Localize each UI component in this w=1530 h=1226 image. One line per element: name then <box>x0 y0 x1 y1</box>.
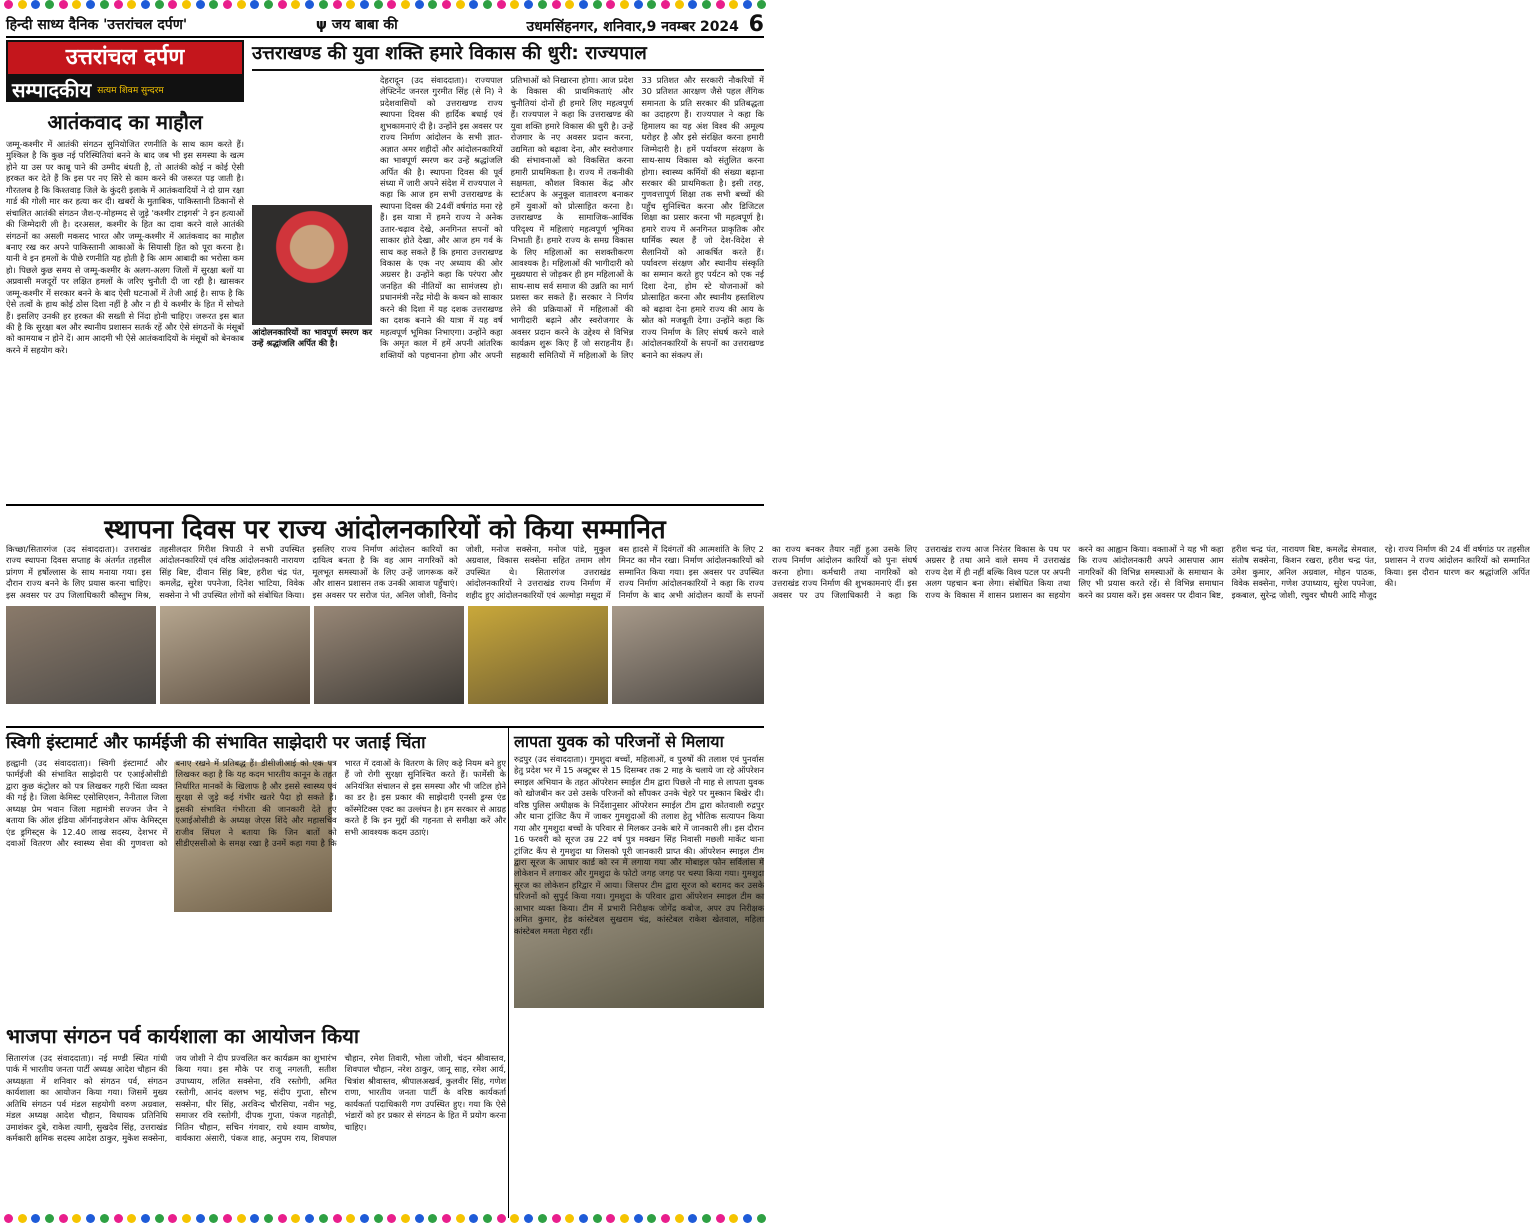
editorial-label: सम्पादकीय <box>12 77 92 102</box>
editorial-editor: सत्यम शिवम सुन्दरम <box>97 85 164 96</box>
color-dot <box>86 1214 95 1223</box>
color-dot <box>620 0 629 9</box>
governor-photo <box>252 205 372 325</box>
column-rule <box>508 728 509 1218</box>
color-dot <box>209 1214 218 1223</box>
editorial-headline: आतंकवाद का माहौल <box>47 110 203 134</box>
color-dot <box>634 1214 643 1223</box>
color-dot <box>510 1214 519 1223</box>
color-dot <box>565 0 574 9</box>
color-dot <box>168 1214 177 1223</box>
color-dot <box>45 0 54 9</box>
color-dot <box>702 1214 711 1223</box>
missing-person-story <box>514 728 764 1218</box>
color-dot <box>319 1214 328 1223</box>
governor-headline: उत्तराखण्ड की युवा शक्ति हमारे विकास की धुरी: राज्यपाल <box>252 40 764 71</box>
color-dot <box>374 0 383 9</box>
governor-body: देहरादून (उद संवाददाता)। राज्यपाल लेफ्टिनेंट जनरल गुरमीत सिंह (से नि) ने प्रदेशवासियों को उत्तराखण्ड राज्य स्थापना दिवस की हार्दिक बधाई एवं शुभकामनाएं दी है। उन्होंने इस अवसर पर राज्य निर्माण आंदोलन के सभी ज्ञात-अज्ञात अमर शहीदों और आंदोलनकारियों का भावपूर्ण स्मरण कर उन्हें श्रद्धांजलि अर्पित की है। स्थापना दिवस की पूर्व संध्या में जारी अपने संदेश में राज्यपाल ने कहा कि आज हम सभी उत्तराखण्ड के स्थापना दिवस की 24वीं वर्षगांठ मना रहे हैं। इस यात्रा में हमने राज्य ने अनेक उतार-चढ़ाव देखे, अनगिनत सपनों को साकार होते देखा, और आज हम गर्व के साथ कह सकते हैं कि हमारा उत्तराखण्ड विकास के एक नए अध्याय की ओर अग्रसर है। उन्होंने कहा कि परंपरा और जनहित की नीतियों का सामंजस्य हो। प्रधानमंत्री नरेंद्र मोदी के कथन को साकार करने की दिशा में यह दशक उत्तराखण्ड का दशक बनाने की यात्रा में यह वर्ष महत्वपूर्ण भूमिका निभाएगा। उन्होंने कहा कि अमृत काल में हमें अपनी आंतरिक शक्तियों को पहचानना होगा और अपनी प्रतिभाओं को निखारना होगा। आज प्रदेश के विकास की प्राथमिकताएं और चुनौतियां दोनों ही हमारे लिए महत्वपूर्ण हैं। राज्यपाल ने कहा कि उत्तराखण्ड की युवा शक्ति हमारे विकास की धुरी है। उन्हें रोजगार के नए अवसर प्रदान करना, उद्यमिता को बढ़ावा देना, और स्वरोजगार की संभावनाओं को विकसित करना हमारी प्राथमिकता है। राज्य में तकनीकी सक्षमता, कौशल विकास केंद्र और स्टार्टअप के अनुकूल वातावरण बनाकर हमें युवाओं को प्रोत्साहित करना है। उत्तराखण्ड के सामाजिक-आर्थिक परिदृश्य में महिलाएं महत्वपूर्ण भूमिका निभाती हैं। हमारे राज्य के समग्र विकास के लिए महिलाओं का सशक्तीकरण आवश्यक है। महिलाओं की भागीदारी को मुख्यधारा से जोड़कर ही हम महिलाओं के साथ-साथ सर्व समाज की उन्नति का मार्ग प्रशस्त कर सकते हैं। सरकार ने निर्णय लेने की प्रक्रियाओं में महिलाओं की भागीदारी बढ़ाने और स्वरोजगार के अवसर प्रदान करने के उद्देश्य से विभिन्न कार्यक्रम शुरू किए हैं जो सराहनीय हैं। सहकारी समितियों में महिलाओं के लिए 33 प्रतिशत और सरकारी नौकरियों में 30 प्रतिशत आरक्षण जैसे पहल लैंगिक समानता के प्रति सरकार की प्रतिबद्धता का उदाहरण हैं। राज्यपाल ने कहा कि हिमालय का यह अंश विश्व की अमूल्य धरोहर है और इसे संरक्षित करना हमारी जिम्मेदारी है। हमें पर्यावरण संरक्षण के साथ-साथ विकास को संतुलित करना होगा। स्वास्थ्य कर्मियों की संख्या बढ़ाना सरकार की प्राथमिकता है। इसी तरह, गुणवत्तापूर्ण शिक्षा तक सभी बच्चों की पहुँच सुनिश्चित करना और डिजिटल शिक्षा का प्रसार करना भी महत्वपूर्ण है। हमारे राज्य में अनगिनत प्राकृतिक और धार्मिक स्थल हैं जो देश-विदेश से सैलानियों को आकर्षित करते हैं। पर्यावरण संरक्षण और स्थानीय संस्कृति का सम्मान करते हुए पर्यटन को एक नई दिशा देना, होम स्टे योजनाओं को प्रोत्साहित करना और स्थानीय हस्तशिल्प को बढ़ावा देना हमारे राज्य की आय के स्रोत को मजबूती देगा। उन्होंने कहा कि राज्य निर्माण के लिए संघर्ष करने वाले आंदोलनकारियों के सपनों का उत्तराखण्ड बनाने का संकल्प लें। <box>380 75 764 360</box>
color-dot <box>675 1214 684 1223</box>
color-dot <box>291 0 300 9</box>
color-dot <box>757 1214 766 1223</box>
trishul-icon: ψ <box>315 16 328 33</box>
color-dot <box>716 0 725 9</box>
color-dot <box>333 0 342 9</box>
color-dot <box>59 0 68 9</box>
color-dot <box>319 0 328 9</box>
color-dot <box>702 0 711 9</box>
foundation-day-headline: स्थापना दिवस पर राज्य आंदोलनकारियों को किया सम्मानित <box>104 515 666 545</box>
color-dot <box>456 0 465 9</box>
color-dot <box>155 0 164 9</box>
color-dot <box>196 0 205 9</box>
color-dot <box>45 1214 54 1223</box>
color-dot <box>223 0 232 9</box>
governor-caption: आंदोलनकारियों का भावपूर्ण स्मरण कर उन्हें श्रद्धांजलि अर्पित की है। <box>252 327 372 349</box>
color-dot <box>661 0 670 9</box>
color-dot <box>250 0 259 9</box>
color-dot <box>442 0 451 9</box>
color-dot <box>647 0 656 9</box>
color-dot <box>757 0 766 9</box>
bjp-story <box>6 1020 506 1218</box>
color-dot <box>237 1214 246 1223</box>
color-dot <box>127 0 136 9</box>
color-dot <box>415 0 424 9</box>
color-dot <box>250 1214 259 1223</box>
color-dot <box>387 0 396 9</box>
color-dot <box>278 1214 287 1223</box>
color-dot <box>688 1214 697 1223</box>
color-dot <box>264 1214 273 1223</box>
color-dot <box>579 0 588 9</box>
color-dot <box>223 1214 232 1223</box>
event-photo-1 <box>6 606 156 704</box>
masthead-left: हिन्दी साध्य दैनिक 'उत्तरांचल दर्पण' <box>6 16 188 33</box>
color-dot <box>374 1214 383 1223</box>
color-dot <box>31 1214 40 1223</box>
editorial-section <box>6 40 244 500</box>
color-dot <box>593 1214 602 1223</box>
foundation-day-body: किच्छा/सितारगंज (उद संवाददाता)। उत्तराखंड राज्य स्थापना दिवस सप्ताह के अंतर्गत तहसील प्रांगण में हर्षोल्लास के साथ मनाया गया। इस दौरान राज्य बनने के लिए प्रयास करना चाहिए। इस अवसर पर उप जिलाधिकारी कौस्तुभ मिश्र, तहसीलदार गिरीश त्रिपाठी ने सभी उपस्थित आंदोलनकारियों एवं वरिष्ठ आंदोलनकारी नारायण सिंह बिष्ट, दीवान सिंह बिष्ट, हरीश चंद्र पंत, कमलेंद्र, सुरेश पपनेजा, दिनेश भाटिया, विवेक सक्सेना ने भी उपस्थित लोगों को संबोधित किया। इसलिए राज्य निर्माण आंदोलन कारियों का दायित्व बनता है कि वह आम नागरिकों को मूलभूत समस्याओं के लिए उन्हें जागरूक करें और शासन प्रशासन तक उनकी आवाज पहुँचाएं। इस अवसर पर सरोज पंत, अनिल जोशी, विनोद जोशी, मनोज सक्सेना, मनोज पांडे, मुकुल अग्रवाल, विकास सक्सेना सहित तमाम लोग उपस्थित थे। सितारगंज उत्तराखंड आंदोलनकारियों ने उत्तराखंड राज्य निर्माण में शहीद हुए आंदोलनकारियों एवं अल्मोड़ा मसूदा में बस हादसे में दिवंगतों की आत्मशांति के लिए 2 मिनट का मौन रखा। निर्माण आंदोलनकारियों को सम्मानित किया गया। इस अवसर पर उपस्थित राज्य निर्माण आंदोलनकारियों ने कहा कि राज्य निर्माण के बाद अभी आंदोलन कार्यों के सपनों का राज्य बनकर तैयार नहीं हुआ उसके लिए राज्य निर्माण आंदोलन कारियों को पुनः संघर्ष करना होगा। कर्मचारी तथा नागरिकों को उत्तराखंड राज्य निर्माण की शुभकामनाएं दीं। इस अवसर पर उप जिलाधिकारी ने कहा कि उत्तराखंड राज्य आज निरंतर विकास के पथ पर अग्रसर है तथा आने वाले समय में उत्तराखंड राज्य देश में ही नहीं बल्कि विश्व पटल पर अपनी अलग पहचान बना लेगा। संबोधित किया तथा राज्य के विकास में शासन प्रशासन का सहयोग करने का आह्वान किया। वक्ताओं ने यह भी कहा कि राज्य आंदोलनकारी अपने आसपास आम नागरिकों की विभिन्न समस्याओं के समाधान के लिए भी प्रयास करते रहें। से विभिन्न समाधान करने का प्रयास करें। इस अवसर पर दीवान बिष्ट, हरीश चन्द्र पंत, नारायण बिष्ट, कमलेंद्र सेमवाल, संतोष सक्सेना, किशन रखरा, हरीश चन्द्र पंत, उमेश कुमार, अनिल अग्रवाल, मोहन पाठक, विवेक सक्सेना, गणेश उपाध्याय, सुरेश पपनेजा, इकबाल, सुरेन्द्र जोशी, रघुवर चौधरी आदि मौजूद रहे। राज्य निर्माण की 24 वीं वर्षगांठ पर तहसील प्रशासन ने राज्य आंदोलन कारियों को सम्मानित किया। इस दौरान धारण कर श्रद्धांजलि अर्पित की। <box>6 544 1530 600</box>
color-dot <box>743 1214 752 1223</box>
event-photo-2 <box>160 606 310 704</box>
color-dot <box>565 1214 574 1223</box>
color-dot <box>291 1214 300 1223</box>
color-dot <box>606 1214 615 1223</box>
color-dot <box>387 1214 396 1223</box>
page-number: 6 <box>748 11 764 37</box>
color-dot <box>716 1214 725 1223</box>
color-dot <box>538 1214 547 1223</box>
color-dot <box>593 0 602 9</box>
color-dot <box>100 0 109 9</box>
color-dot <box>647 1214 656 1223</box>
color-dot <box>360 1214 369 1223</box>
editorial-banner: उत्तरांचल दर्पण <box>6 40 244 76</box>
event-photo-5 <box>612 606 764 704</box>
governor-story <box>252 40 764 500</box>
color-dot <box>401 1214 410 1223</box>
missing-person-headline: लापता युवक को परिजनों से मिलाया <box>514 732 724 751</box>
color-dot <box>141 0 150 9</box>
color-dot <box>168 0 177 9</box>
color-dot <box>305 0 314 9</box>
color-dot <box>579 1214 588 1223</box>
event-photo-3 <box>314 606 464 704</box>
page-header <box>6 12 764 38</box>
bjp-body: सितारगंज (उद संवाददाता)। नई मण्डी स्थित गांधी पार्क में भारतीय जनता पार्टी अध्यक्ष आदेश चौहान की अध्यक्षता में शनिवार को संगठन पर्व, संगठन कार्यशाला का आयोजन किया गया। जिसमें मुख्य अतिथि संगठन पर्व मंडल सहयोगी वरुण अग्रवाल, मंडल अध्यक्ष आदेश चौहान, विधायक प्रतिनिधि उमाशंकर दुबे, राकेश त्यागी, सुखदेव सिंह, उत्तराखंड कर्मकारी क्षमिक सदस्य आदेश ठाकुर, मुकेश सक्सेना, जय जोशी ने दीप प्रज्वलित कर कार्यक्रम का शुभारंभ किया गया। इस मौके पर राजू नगलती, सतीश उपाध्याय, ललित सक्सेना, रवि रस्तोगी, अमित रस्तोगी, आनंद वल्लभ भट्ट, संदीप गुप्ता, सौरभ सक्सेना, धीर सिंह, अरविन्द चौरसिया, नवीन भट्ट, समाजर रवि रस्तोगी, दीपक गुप्ता, पंकज गहतोड़ी, नितिन चौहान, सचिन गंगवार, राधे श्याम वाष्णेय, वार्यकारा अंसारी, पंकज शाह, अनुपम राय, शिवपाल चौहान, रमेश तिवारी, भोला जोशी, चंदन श्रीवास्तव, शिवपाल चौहान, नरेश ठाकुर, जानू साह, रमेश आर्य, चित्रांश श्रीवास्तव, श्रीपालअखर्व, कुलवीर सिंह, गणेश राणा, भारतीय जनता पार्टी के वरिष्ठ कार्यकर्ता कार्यकर्ता पदाधिकारी गण उपस्थित हुए। गया कि ऐसे भंडारों को हर प्रकार से संगठन के हित में प्रयोग करना चाहिए। <box>6 1053 506 1144</box>
color-dot <box>606 0 615 9</box>
color-dot <box>675 0 684 9</box>
color-dot <box>415 1214 424 1223</box>
section-rule <box>6 504 764 506</box>
color-dot <box>401 0 410 9</box>
color-dot <box>497 1214 506 1223</box>
color-dot <box>237 0 246 9</box>
editorial-body: जम्मू-कश्मीर में आतंकी संगठन सुनियोजित रणनीति के साथ काम करते हैं। मुश्किल है कि कुछ नई परिस्थितियां बनने के बाद जब भी इस समस्या के खत्म होने या उस पर काबू पाने की उम्मीद बंधती है, तो आतंकी कोई न कोई ऐसी हरकत कर देते हैं कि इस पर नए सिरे से काम करने की जरूरत पड़ जाती है। गौरतलब है कि किश्तवाड़ जिले के कुंदरी इलाके में आतंकवादियों ने दो ग्राम रक्षा गार्ड की गोली मार कर हत्या कर दी। खबरों के मुताबिक, पाकिस्तानी ठिकानों से संचालित आतंकी संगठन जैश-ए-मोहम्मद से जुड़े 'कश्मीर टाइगर्स' ने इन हत्याओं की जिम्मेदारी ली है। दरअसल, कश्मीर के हित का दावा करने वाले आतंकी संगठनों का असली मकसद भारत और जम्मू-कश्मीर में आतंकवाद का माहौल बनाए रख कर अपने पाकिस्तानी आकाओं के सियासी हित को पूरा करना है। यानी वे इन हमलों के पीछे रणनीति यह होती है कि आम आबादी का भरोसा कम हो। पिछले कुछ समय से जम्मू-कश्मीर के अलग-अलग जिलों में सुरक्षा बलों या अप्रवासी मजदूरों पर लक्षित हमलों के जरिए चुनौती दी जा रही है। खासकर जम्मू-कश्मीर में सरकार बनने के बाद ऐसी घटनाओं में तेजी आई है। साफ है कि ऐसे तत्वों के हाथ कोई ठोस दिशा नहीं है और न ही ये कश्मीर के हित में सोचते हैं। इसलिए उनकी हर हरकत की सख्ती से निंदा होनी चाहिए। जरूरत इस बात की है कि सुरक्षा बल और स्थानीय प्रशासन सतर्क रहें और ऐसे संगठनों के मंसूबों को कामयाब न होने दें। आम आदमी भी ऐसे आतंकवादियों के मंसूबों को बेनकाब करने में सहयोग करे। <box>6 139 244 355</box>
color-dot <box>483 1214 492 1223</box>
color-dot <box>346 1214 355 1223</box>
swiggy-story <box>6 728 506 1018</box>
color-dot <box>428 0 437 9</box>
color-dot <box>209 0 218 9</box>
color-dot <box>114 1214 123 1223</box>
color-dot <box>346 0 355 9</box>
color-dot <box>469 1214 478 1223</box>
color-dot <box>182 1214 191 1223</box>
color-dot <box>31 0 40 9</box>
color-dot <box>524 0 533 9</box>
color-dot <box>114 0 123 9</box>
color-dot <box>155 1214 164 1223</box>
color-dot <box>59 1214 68 1223</box>
color-dot <box>524 1214 533 1223</box>
color-dot <box>729 0 738 9</box>
swiggy-body: हल्द्वानी (उद संवाददाता)। स्विगी इंस्टामार्ट और फार्मईजी की संभावित साझेदारी पर एआईओसीडी द्वारा कुछ कंट्रोलर को पत्र लिखकर गहरी चिंता व्यक्त की गई है। जिला केमिस्ट एसोसिएशन, नैनीताल जिला अध्यक्ष प्रेम भवान जिला महामंत्री सज्जन जैन ने बताया कि ऑल इंडिया ऑर्गनाइजेशन ऑफ केमिस्ट्स एंड ड्रगिस्ट्स के 12.40 लाख सदस्य, देशभर में दवाओं वितरण और स्वास्थ्य सेवा की गुणवत्ता को बनाए रखने में प्रतिबद्ध हैं। डीसीजीआई को एक पत्र लिखकर कहा है कि यह कदम भारतीय कानून के तहत निर्धारित मानकों के खिलाफ है और इससे स्वास्थ्य एवं सुरक्षा से जुड़े कई गंभीर खतरे पैदा हो सकते हैं। इसकी संभावित गंभीरता की जानकारी देते हुए एआईओसीडी के अध्यक्ष जेएस शिंदे और महासचिव राजीव सिंघल ने बताया कि जिन बातों को सीडीएससीओ के समक्ष रखा है उनमें कहा गया है कि भारत में दवाओं के वितरण के लिए कड़े नियम बने हुए हैं जो रोगी सुरक्षा सुनिश्चित करते हैं। फार्मेसी के अनियंत्रित संचालन से इस समस्या और भी जटिल होने का डर है। इस प्रकार की साझेदारी एनसी ड्रग्स एंड कॉस्मेटिक्स एक्ट का उल्लंघन है। हम सरकार से आग्रह करते हैं कि इन मुद्दों की गहनता से समीक्षा करें और सभी आवश्यक कदम उठाएं। <box>6 758 506 849</box>
color-dot <box>127 1214 136 1223</box>
editorial-label-bar <box>6 76 244 102</box>
color-dot <box>538 0 547 9</box>
foundation-day-story <box>6 508 1530 724</box>
color-dot <box>428 1214 437 1223</box>
color-dot <box>620 1214 629 1223</box>
top-color-dots <box>0 0 770 12</box>
swiggy-headline: स्विगी इंस्टामार्ट और फार्मईजी की संभावित साझेदारी पर जताई चिंता <box>6 733 426 753</box>
color-dot <box>4 0 13 9</box>
color-dot <box>634 0 643 9</box>
masthead-right: उधमसिंहनगर, शनिवार,9 नवम्बर 2024 6 <box>526 11 764 37</box>
color-dot <box>456 1214 465 1223</box>
color-dot <box>72 0 81 9</box>
color-dot <box>729 1214 738 1223</box>
color-dot <box>552 1214 561 1223</box>
color-dot <box>333 1214 342 1223</box>
color-dot <box>743 0 752 9</box>
color-dot <box>196 1214 205 1223</box>
color-dot <box>483 0 492 9</box>
event-photo-4 <box>468 606 608 704</box>
color-dot <box>688 0 697 9</box>
color-dot <box>18 1214 27 1223</box>
missing-person-body: रुद्रपुर (उद संवाददाता)। गुमशुदा बच्चों, महिलाओं, व पुरुषों की तलाश एवं पुनर्वास हेतु प्रदेश भर में 15 अक्टूबर से 15 दिसम्बर तक 2 माह के चलाये जा रहे ऑपरेशन स्माइल अभियान के तहत ऑपरेशन स्माईल टीम द्वारा पिछले नौ माह से लापता युवक को खोजबीन कर उसे उसके परिजनों को सौंपकर उनके चेहरे पर मुस्कान बिखेर दी। वरिष्ठ पुलिस अधीक्षक के निर्देशानुसार ऑपरेशन स्माईल टीम द्वारा कोतवाली रुद्रपुर और थाना ट्रांजिट कैंप में जाकर गुमशुदाओं की तलाश हेतु भौतिक सत्यापन किया गया और गुमशुदा बच्चों के परिवार से मिलकर उनके बारे में जानकारी ली। इस दौरान 16 फरवरी को सूरज उम्र 22 वर्ष पुत्र मक्खन सिंह निवासी मछली मार्केट थाना ट्रांजिट कैंप से गुमशुदा था जिसको पूरी जानकारी प्राप्त की। ऑपरेशन स्माइल टीम द्वारा सूरज के आधार कार्ड को रन में लगाया गया और मोबाइल फोन सर्विलांस में लोकेशन में लगाकर और गुमशुदा के फोटो जगह जगह पर चस्पा किया गया। गुमशुदा सूरज का लोकेशन हरिद्वार में आया। जिसपर टीम द्वारा सूरज को बरामद कर उसके परिजनों को सुपुर्द किया गया। गुमशुदा के परिवार द्वारा ऑपरेशन स्माइल टीम का आभार व्यक्त किया। टीम में प्रभारी निरीक्षक जोगेंद्र कबोज, अपर उप निरीक्षक अमित कुमार, हेड कांस्टेबल सुखराम चंद्र, कांस्टेबल राकेश खेतवाल, महिला कांस्टेबल ममता मेहरा रहीं। <box>514 754 764 936</box>
color-dot <box>469 0 478 9</box>
color-dot <box>182 0 191 9</box>
color-dot <box>18 0 27 9</box>
color-dot <box>141 1214 150 1223</box>
color-dot <box>86 0 95 9</box>
color-dot <box>360 0 369 9</box>
color-dot <box>72 1214 81 1223</box>
color-dot <box>661 1214 670 1223</box>
bjp-headline: भाजपा संगठन पर्व कार्यशाला का आयोजन किया <box>6 1024 360 1048</box>
color-dot <box>442 1214 451 1223</box>
missing-person-body-cont <box>514 1014 764 1214</box>
color-dot <box>552 0 561 9</box>
color-dot <box>4 1214 13 1223</box>
color-dot <box>510 0 519 9</box>
color-dot <box>305 1214 314 1223</box>
color-dot <box>497 0 506 9</box>
bottom-color-dots <box>0 1214 770 1226</box>
masthead-center: ψ जय बाबा की <box>315 16 398 33</box>
color-dot <box>100 1214 109 1223</box>
color-dot <box>278 0 287 9</box>
color-dot <box>264 0 273 9</box>
